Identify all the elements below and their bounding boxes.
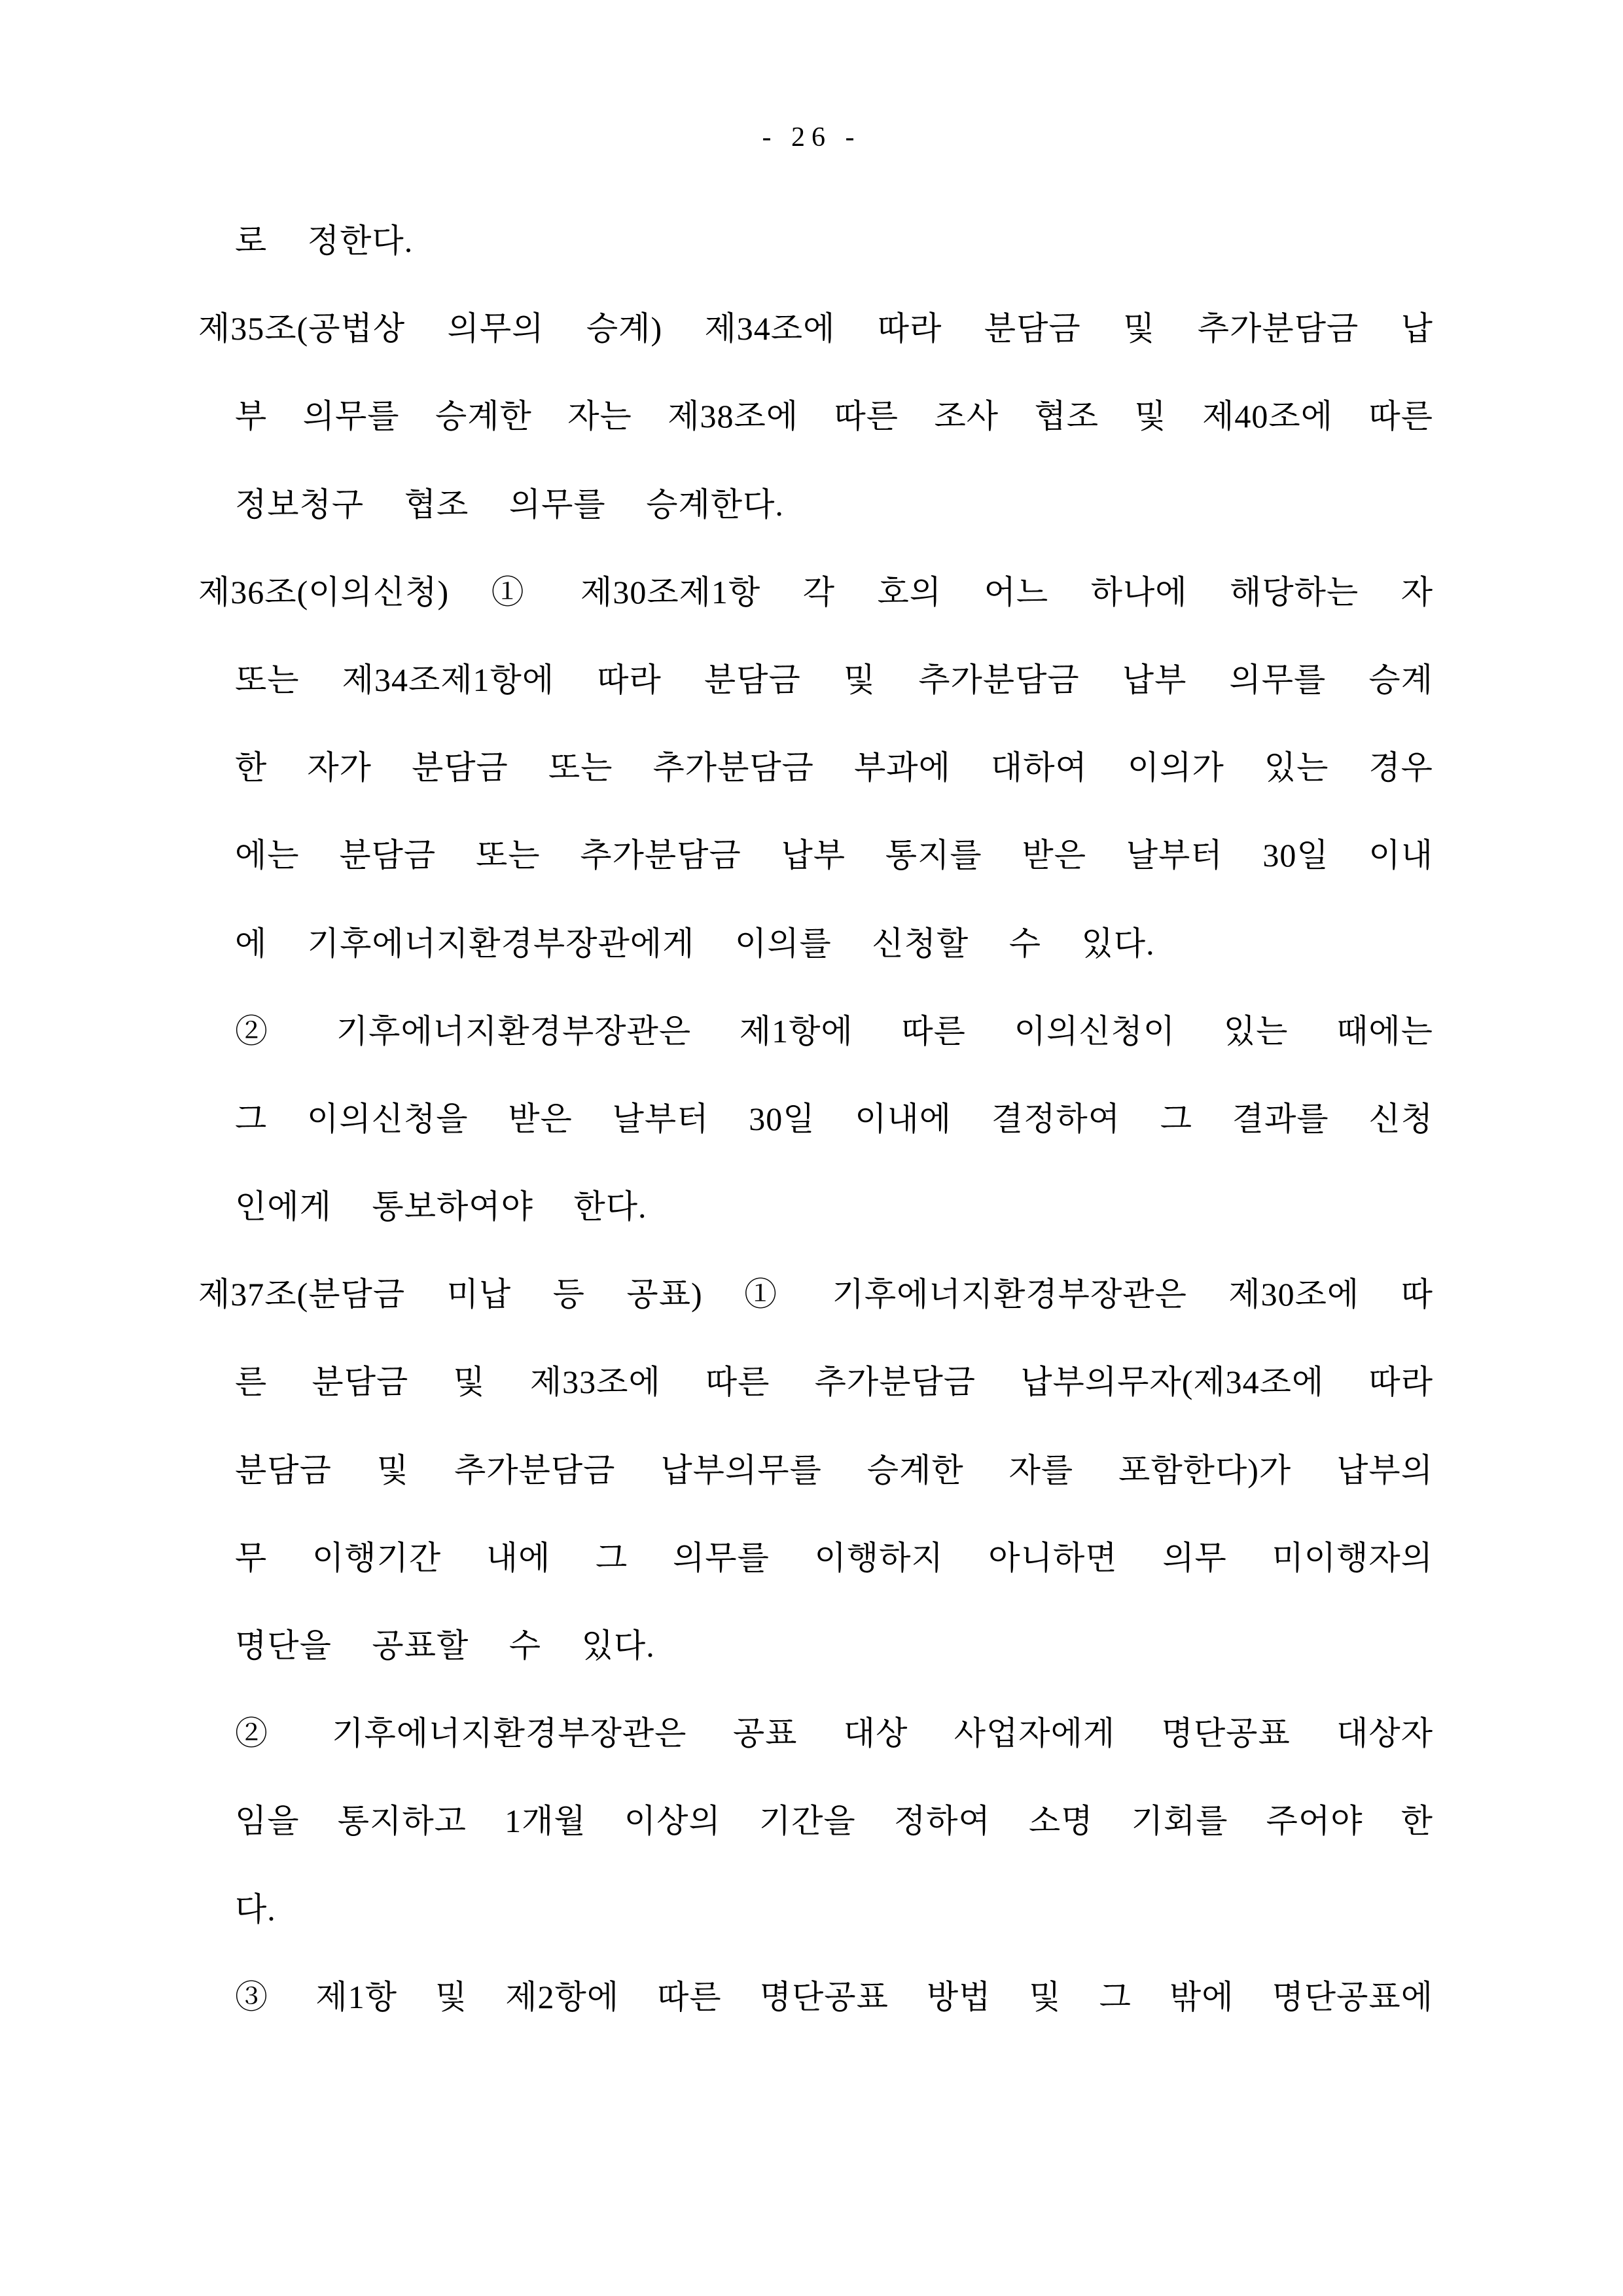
text-line: 분담금 및 추가분담금 납부의무를 승계한 자를 포함한다)가 납부의 [235,1451,1433,1489]
page-number: - 26 - [762,122,861,152]
text-line: 또는 제34조제1항에 따라 분담금 및 추가분담금 납부 의무를 승계 [235,661,1433,698]
text-line: 제35조(공법상 의무의 승계) 제34조에 따라 분담금 및 추가분담금 납 [198,310,1433,347]
text-line: 한 자가 분담금 또는 추가분담금 부과에 대하여 이의가 있는 경우 [235,749,1433,786]
text-line: 그 이의신청을 받은 날부터 30일 이내에 결정하여 그 결과를 신청 [235,1100,1433,1137]
text-line: 제36조(이의신청) ① 제30조제1항 각 호의 어느 하나에 해당하는 자 [198,573,1433,610]
text-line: 인에게 통보하여야 한다. [235,1188,647,1226]
text-line: 에는 분담금 또는 추가분담금 납부 통지를 받은 날부터 30일 이내 [235,837,1433,874]
text-line: 명단을 공표할 수 있다. [235,1627,655,1664]
text-line: 에 기후에너지환경부장관에게 이의를 신청할 수 있다. [235,925,1155,962]
text-line: ② 기후에너지환경부장관은 공표 대상 사업자에게 명단공표 대상자 [235,1715,1433,1752]
text-line: 무 이행기간 내에 그 의무를 이행하지 아니하면 의무 미이행자의 [235,1539,1433,1576]
text-line: 다. [235,1890,276,1928]
text-line: 제37조(분담금 미납 등 공표) ① 기후에너지환경부장관은 제30조에 따 [198,1276,1433,1313]
text-line: 임을 통지하고 1개월 이상의 기간을 정하여 소명 기회를 주어야 한 [235,1803,1433,1840]
text-line: 른 분담금 및 제33조에 따른 추가분담금 납부의무자(제34조에 따라 [235,1364,1433,1401]
document-body [198,197,1433,2041]
text-line: ② 기후에너지환경부장관은 제1항에 따른 이의신청이 있는 때에는 [235,1012,1433,1050]
text-line: 정보청구 협조 의무를 승계한다. [235,486,784,523]
text-line: 부 의무를 승계한 자는 제38조에 따른 조사 협조 및 제40조에 따른 [235,398,1433,435]
text-line: ③ 제1항 및 제2항에 따른 명단공표 방법 및 그 밖에 명단공표에 [235,1978,1433,2015]
text-line: 로 정한다. [235,222,414,259]
